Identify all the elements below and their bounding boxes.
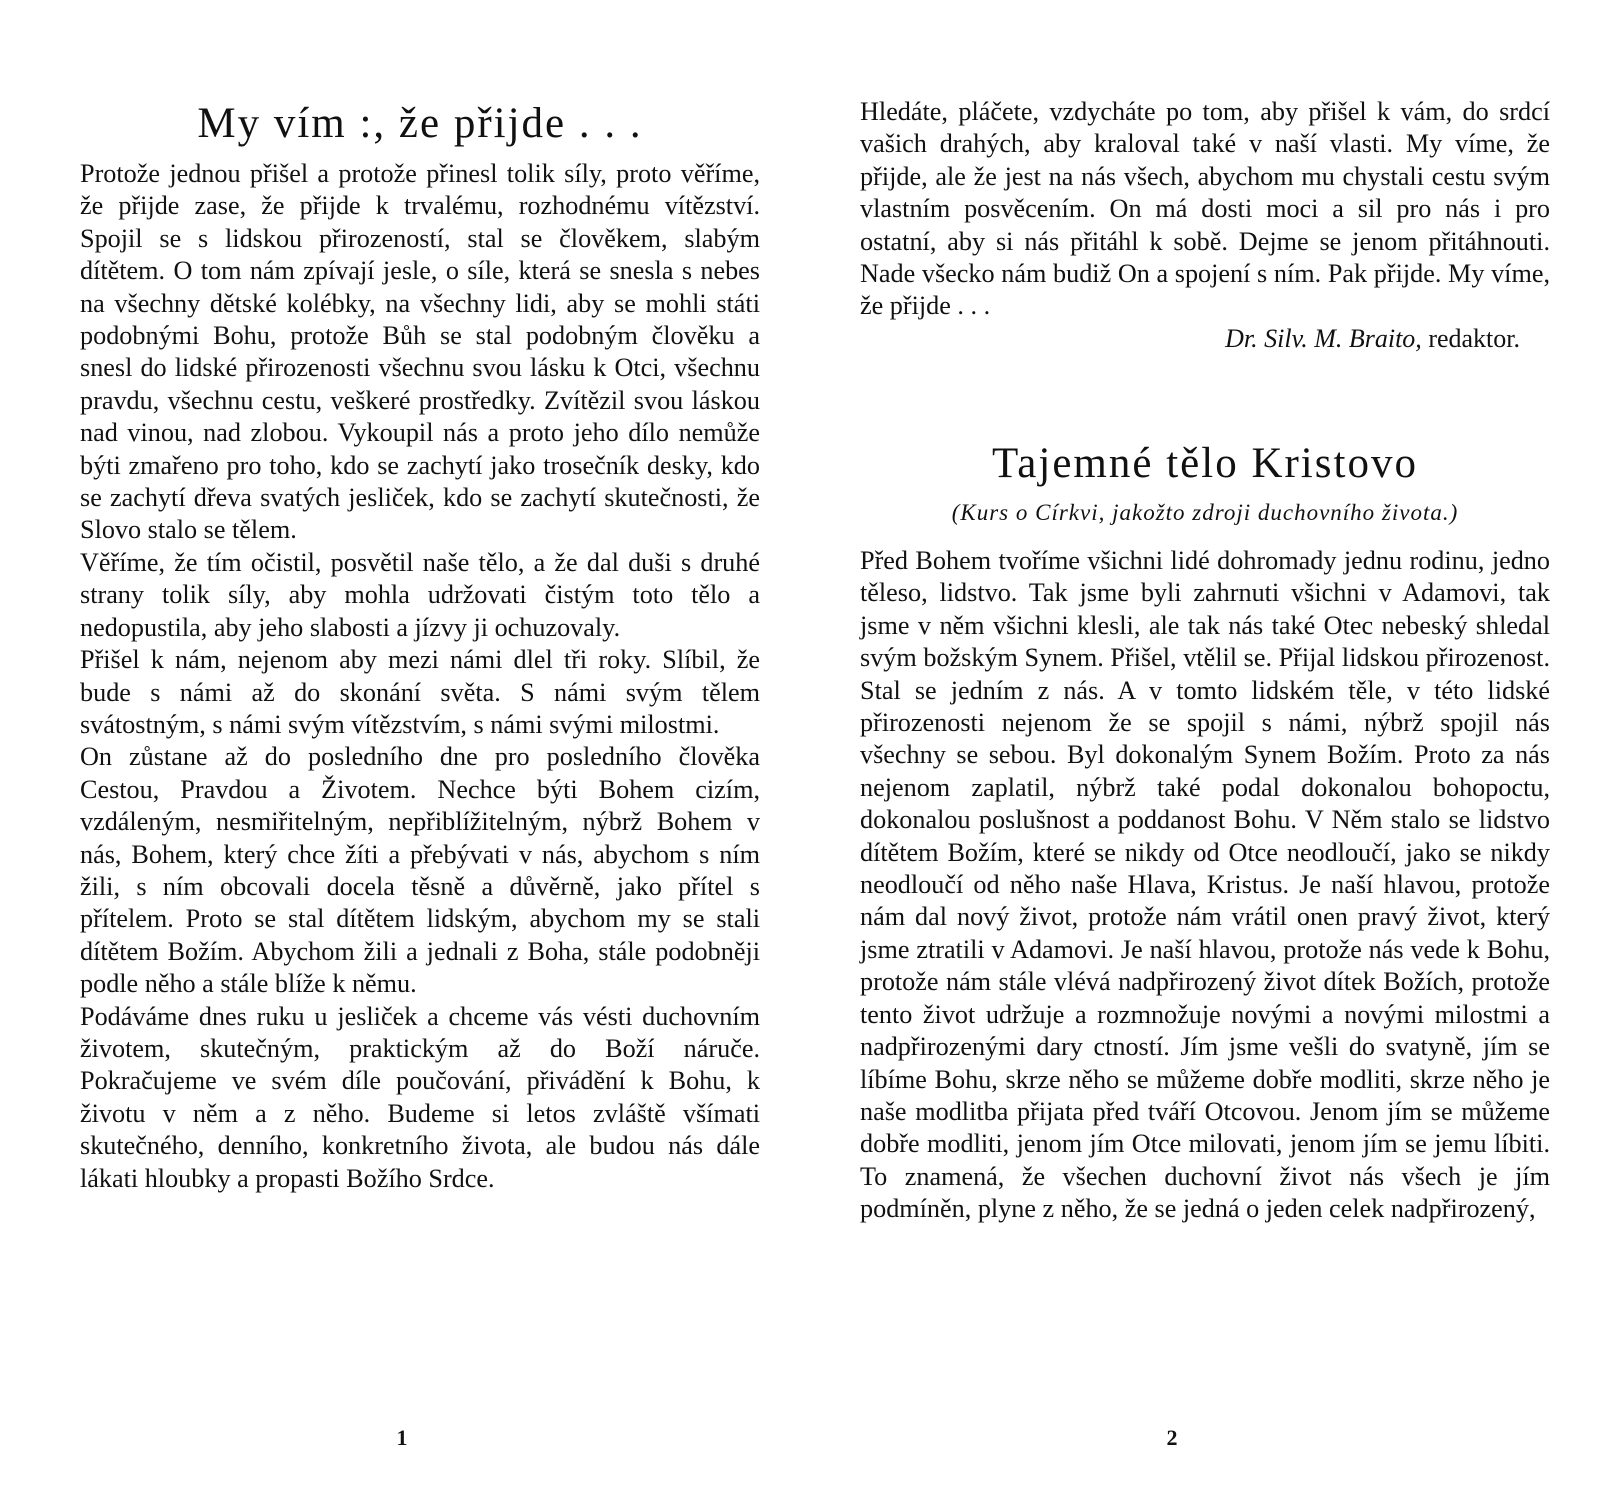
paragraph: Protože jednou přišel a protože přinesl tolik síly, proto věříme, že přijde zase, že přijde k trvalému, rozhodnému vítězství. Spojil se s lidskou přirozeností, stal se člověkem, slabým dítětem. O tom nám zpívají jesle, o síle, která se snesla s nebes na všechny dětské kolébky, na všechny lidi, aby se mohli státi podobnými Bohu, protože Bůh se stal podobným člověku a snesl do lidské přirozenosti všechnu svou lásku k Otci, všechnu pravdu, všechnu cestu, veškeré prostředky. Zvítězil svou láskou nad vinou, nad zlobou. Vykoupil nás a proto jeho dílo nemůže býti zmařeno pro toho, kdo se zachytí jako trosečník desky, kdo se zachytí dřeva svatých jesliček, kdo se zachytí skutečnosti, že Slovo stalo se tělem. — [80, 159, 760, 545]
signature-role: redaktor. — [1421, 323, 1520, 353]
article-subtitle: (Kurs o Církvi, jakožto zdroji duchovního života.) — [951, 500, 1459, 525]
paragraph: Podáváme dnes ruku u jesliček a chceme vás vésti duchovním životem, skutečným, praktickým až do Boží náruče. Pokračujeme ve svém díle poučování, přivádění k Bohu, k životu v něm a z něho. Budeme si letos zvláště všímati skutečného, denního, konkretního života, ale budou nás dále lákati hloubky a propasti Božího Srdce. — [80, 1001, 760, 1193]
article-title-left: My vím :, že přijde . . . — [197, 100, 643, 147]
page-number-right: 2 — [1166, 1425, 1178, 1450]
article-continuation — [860, 96, 1550, 355]
paragraph: Před Bohem tvoříme všichni lidé dohromady jednu rodinu, jedno těleso, lidstvo. Tak jsme byli zahrnuti všichni v Adamovi, tak jsme v něm všichni klesli, ale tak nás také Otec nebeský shledal svým božským Synem. Přišel, vtělil se. Přijal lidskou přirozenost. Stal se jedním z nás. A v tomto lidském těle, v této lidské přirozenosti nejenom že se spojil s námi, nýbrž spojil nás všechny se sebou. Byl dokonalým Synem Božím. Proto za nás nejenom zaplatil, nýbrž také podal dokonalou bohopoctu, dokonalou poslušnost a poddanost Bohu. V Něm stalo se lidstvo dítětem Božím, které se nikdy od Otce neodloučí, jako se nikdy neodloučí od něho naše Hlava, Kristus. Je naší hlavou, protože nám dal nový život, protože nám vrátil onen pravý život, který jsme ztratili v Adamovi. Je naší hlavou, protože nás vede k Bohu, protože nám stále vlévá nadpřirozený život dítek Božích, protože tento život udržuje a rozmnožuje novými a novými milostmi a nadpřirozenými dary ctností. Jím jsme vešli do svatyně, jím se líbíme Bohu, skrze něho se můžeme dobře modliti, skrze něho je naše modlitba přijata před tváří Otcovou. Jenom jím se můžeme dobře modliti, jenom jím Otce milovati, jenom jím se jemu líbiti. To znamená, že všechen duchovní život nás všech je jím podmíněn, plyne z něho, že se jedná o jeden celek nadpřirozený, — [860, 546, 1550, 1224]
article-body-right — [860, 545, 1550, 1226]
paragraph: Hledáte, pláčete, vzdycháte po tom, aby přišel k vám, do srdcí vašich drahých, aby kraloval také v naší vlasti. My víme, že přijde, ale že jest na nás všech, abychom mu chystali cestu svým vlastním posvěcením. On má dosti moci a sil pro nás i pro ostatní, aby si nás přitáhl k sobě. Dejme se jenom přitáhnouti. Nade všecko nám budiž On a spojení s ním. Pak přijde. My víme, že přijde . . . — [860, 97, 1550, 321]
paragraph: Přišel k nám, nejenom aby mezi námi dlel tři roky. Slíbil, že bude s námi až do skonání světa. S námi svým tělem svátostným, s námi svým vítězstvím, s námi svými milostmi. — [80, 645, 760, 739]
paragraph: On zůstane až do posledního dne pro posledního člověka Cestou, Pravdou a Životem. Nechce býti Bohem cizím, vzdáleným, nesmiřitelným, nepřiblížitelným, nýbrž Bohem v nás, Bohem, který chce žíti a přebývati v nás, abychom s ním žili, s ním obcovali docela těsně a důvěrně, jako přítel s přítelem. Proto se stal dítětem lidským, abychom my se stali dítětem Božím. Abychom žili a jednali z Boha, stále podobněji podle něho a stále blíže k němu. — [80, 742, 760, 999]
signature-name: Dr. Silv. M. Braito, — [1225, 323, 1422, 353]
article-title-right: Tajemné tělo Kristovo — [992, 440, 1418, 487]
paragraph: Věříme, že tím očistil, posvětil naše tělo, a že dal duši s druhé strany tolik síly, aby mohla udržovati čistým toto tělo a nedopustila, aby jeho slabosti a jízvy ji ochuzovaly. — [80, 547, 760, 642]
signature — [860, 323, 1550, 355]
page-number-left: 1 — [396, 1425, 408, 1450]
article-body-left — [80, 158, 760, 1195]
